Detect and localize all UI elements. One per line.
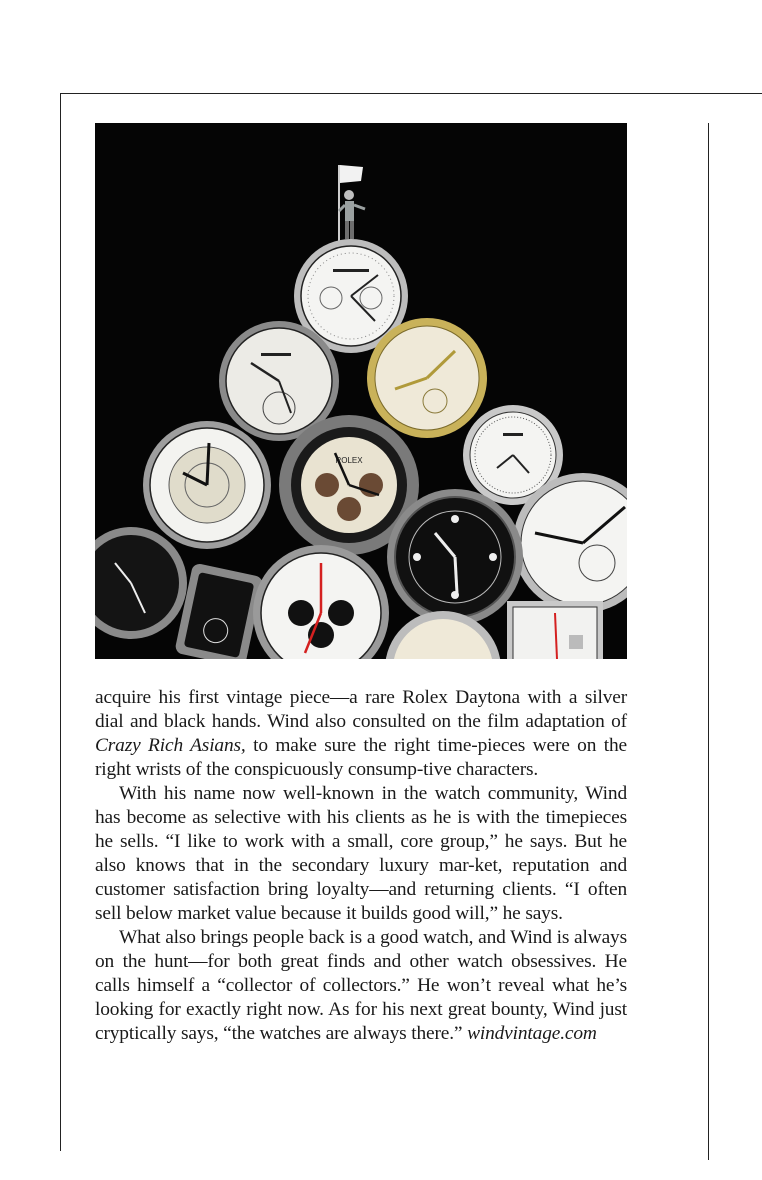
watch-pile-illustration <box>95 123 627 659</box>
article-body <box>95 686 627 1046</box>
watch-gold-icon <box>367 318 487 438</box>
rolex-brand-text: ROLEX <box>335 456 363 465</box>
article-paragraph-3 <box>95 926 627 1046</box>
film-title: Crazy Rich Asians, <box>95 735 246 756</box>
paragraph-1-text-b: to make sure the right time-pieces were on the right wrists of the conspicuously consump-tive characters. <box>95 735 627 780</box>
article-paragraph-2: With his name now well-known in the watch community, Wind has become as selective with his clients as he is with the timepieces he sells. “I like to work with a small, core group,” he says. But he also knows that in the secondary luxury mar-ket, reputation and customer satisfaction bring loyalty—and returning clients. “I often sell below market value because it builds good will,” he says. <box>95 783 627 924</box>
watch-square-chrono-icon <box>507 601 603 659</box>
article-paragraph-1 <box>95 686 627 782</box>
website-link[interactable]: windvintage.com <box>467 1023 597 1044</box>
column-divider-rule <box>708 123 709 1160</box>
watch-diver-icon <box>387 489 523 625</box>
page-frame-top-rule <box>60 93 762 94</box>
paragraph-1-text-a: acquire his first vintage piece—a rare Rolex Daytona with a silver dial and black hands. Wind also consulted on the film adaptation of <box>95 687 627 732</box>
page-frame-left-rule <box>60 93 61 1151</box>
paragraph-3-text: What also brings people back is a good watch, and Wind is always on the hunt—for both great finds and other watch obsessives. He calls himself a “collector of collectors.” He won’t reveal what he’s looking for exactly right now. As for his next great bounty, Wind just cryptically says, “the watches are always there.” <box>95 927 627 1044</box>
watch-pile-icon <box>95 123 627 659</box>
watch-left-mid-icon <box>143 421 271 549</box>
